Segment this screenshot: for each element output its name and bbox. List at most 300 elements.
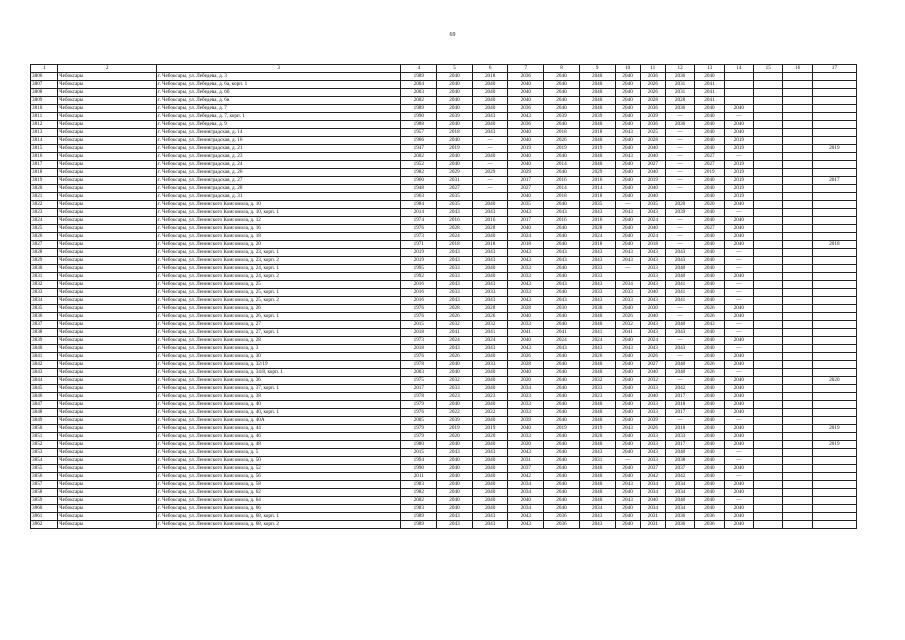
year-cell xyxy=(812,169,856,177)
year-cell: 2018 xyxy=(472,241,508,249)
year-cell: 2043 xyxy=(472,281,508,289)
table-row xyxy=(31,345,857,353)
row-number-cell: 3824 xyxy=(31,217,58,225)
table-row xyxy=(31,201,857,209)
year-cell xyxy=(783,249,812,257)
city-cell: Чебоксары xyxy=(58,273,157,281)
year-cell: 2040 xyxy=(695,465,724,473)
year-cell: 2040 xyxy=(695,345,724,353)
year-cell xyxy=(812,385,856,393)
year-cell: 2034 xyxy=(640,505,665,513)
year-cell: 2018 xyxy=(665,425,694,433)
address-cell: г. Чебоксары, ул. Ленинградская, д. 23 xyxy=(156,153,401,161)
year-cell: 2040 xyxy=(724,521,753,529)
year-cell: 2043 xyxy=(437,249,473,257)
year-cell: 2040 xyxy=(615,385,640,393)
year-cell: 2018 xyxy=(544,193,580,201)
table-row xyxy=(31,97,857,105)
year-cell: 2032 xyxy=(640,377,665,385)
year-cell: 2040 xyxy=(544,201,580,209)
year-cell: 2040 xyxy=(695,401,724,409)
year-cell: 2019 xyxy=(640,177,665,185)
table-row xyxy=(31,209,857,217)
table-row xyxy=(31,369,857,377)
address-cell: г. Чебоксары, ул. Ленинского Комсомола, д. 68, корп. 2 xyxy=(156,521,401,529)
year-cell: — xyxy=(665,377,694,385)
year-cell: 2042 xyxy=(508,473,544,481)
year-cell: 2040 xyxy=(615,137,640,145)
row-number-cell: 3810 xyxy=(31,105,58,113)
table-row xyxy=(31,361,857,369)
address-cell: г. Чебоксары, ул. Ленинского Комсомола, д. 40, корп. 1 xyxy=(156,409,401,417)
year-cell: — xyxy=(724,497,753,505)
year-cell: 2040 xyxy=(695,505,724,513)
year-cell: 2040 xyxy=(472,97,508,105)
year-cell xyxy=(472,193,508,201)
table-row xyxy=(31,273,857,281)
row-number-cell: 3845 xyxy=(31,385,58,393)
year-cell: 2040 xyxy=(724,513,753,521)
year-cell: 2040 xyxy=(695,377,724,385)
year-cell: 2040 xyxy=(579,105,615,113)
year-cell: 2033 xyxy=(640,401,665,409)
year-cell xyxy=(783,185,812,193)
year-cell: 2018 xyxy=(579,129,615,137)
city-cell: Чебоксары xyxy=(58,385,157,393)
year-cell xyxy=(812,73,856,81)
row-number-cell: 3854 xyxy=(31,457,58,465)
year-cell: 2043 xyxy=(615,129,640,137)
year-cell: 2027 xyxy=(695,161,724,169)
table-row xyxy=(31,521,857,529)
year-cell xyxy=(812,457,856,465)
year-cell xyxy=(754,521,783,529)
year-cell: 2019 xyxy=(724,185,753,193)
year-cell: 2028 xyxy=(579,225,615,233)
year-cell: 2041 xyxy=(695,81,724,89)
city-cell: Чебоксары xyxy=(58,457,157,465)
year-cell: 2043 xyxy=(579,521,615,529)
year-cell: 1992 xyxy=(401,273,437,281)
year-cell xyxy=(783,265,812,273)
year-cell: 2040 xyxy=(472,201,508,209)
year-cell: 1978 xyxy=(401,361,437,369)
city-cell: Чебоксары xyxy=(58,185,157,193)
year-cell: — xyxy=(665,153,694,161)
year-cell xyxy=(783,465,812,473)
year-cell: 2040 xyxy=(544,433,580,441)
address-cell: г. Чебоксары, ул. Ленинского Комсомола, д. 28 xyxy=(156,337,401,345)
year-cell: 2040 xyxy=(472,489,508,497)
table-row xyxy=(31,217,857,225)
row-number-cell: 3861 xyxy=(31,513,58,521)
row-number-cell: 3859 xyxy=(31,497,58,505)
year-cell xyxy=(812,225,856,233)
year-cell: 2033 xyxy=(579,265,615,273)
year-cell xyxy=(783,257,812,265)
year-cell: 2040 xyxy=(695,473,724,481)
year-cell: 2040 xyxy=(640,497,665,505)
year-cell xyxy=(812,369,856,377)
year-cell: 2027 xyxy=(640,161,665,169)
year-cell: 2040 xyxy=(472,385,508,393)
year-cell xyxy=(754,393,783,401)
address-cell: г. Чебоксары, ул. Лебедева, д. 7 xyxy=(156,105,401,113)
year-cell: 2033 xyxy=(640,441,665,449)
city-cell: Чебоксары xyxy=(58,305,157,313)
year-cell: 2040 xyxy=(472,153,508,161)
address-cell: г. Чебоксары, ул. Ленинского Комсомола, д. 44 xyxy=(156,425,401,433)
table-row xyxy=(31,297,857,305)
year-cell xyxy=(754,137,783,145)
year-cell xyxy=(783,481,812,489)
address-cell: г. Чебоксары, ул. Ленинского Комсомола, д. 66 xyxy=(156,505,401,513)
row-number-cell: 3841 xyxy=(31,353,58,361)
row-number-cell: 3811 xyxy=(31,113,58,121)
year-cell: 2018 xyxy=(508,241,544,249)
year-cell: 2040 xyxy=(724,313,753,321)
year-cell: 2002 xyxy=(401,97,437,105)
year-cell: 2040 xyxy=(724,465,753,473)
year-cell: 2036 xyxy=(695,521,724,529)
address-cell: г. Чебоксары, ул. Ленинского Комсомола, д. 10, корп. 1 xyxy=(156,209,401,217)
year-cell: 2023 xyxy=(579,393,615,401)
row-number-cell: 3808 xyxy=(31,89,58,97)
year-cell: 2040 xyxy=(615,489,640,497)
year-cell: 2019 xyxy=(401,257,437,265)
year-cell: 2040 xyxy=(508,313,544,321)
year-cell: 2040 xyxy=(615,377,640,385)
year-cell: 2022 xyxy=(437,409,473,417)
year-cell: 2040 xyxy=(695,217,724,225)
year-cell: 1980 xyxy=(401,441,437,449)
year-cell: 2033 xyxy=(615,289,640,297)
table-row xyxy=(31,401,857,409)
year-cell: 2041 xyxy=(472,329,508,337)
year-cell xyxy=(812,121,856,129)
year-cell: 2020 xyxy=(695,201,724,209)
year-cell: 1988 xyxy=(401,121,437,129)
year-cell: 2043 xyxy=(615,497,640,505)
year-cell: 2042 xyxy=(665,385,694,393)
year-cell: 2031 xyxy=(579,457,615,465)
year-cell xyxy=(812,265,856,273)
year-cell: 2040 xyxy=(472,265,508,273)
year-cell xyxy=(812,233,856,241)
year-cell: 2040 xyxy=(640,369,665,377)
year-cell xyxy=(783,137,812,145)
year-cell xyxy=(754,345,783,353)
city-cell: Чебоксары xyxy=(58,121,157,129)
year-cell: 2041 xyxy=(665,289,694,297)
year-cell: 2040 xyxy=(472,105,508,113)
year-cell: 2033 xyxy=(437,289,473,297)
year-cell xyxy=(783,81,812,89)
year-cell xyxy=(754,377,783,385)
column-number: 6 xyxy=(472,65,508,73)
year-cell: 2040 xyxy=(544,169,580,177)
year-cell: 2033 xyxy=(640,409,665,417)
table-row xyxy=(31,257,857,265)
city-cell: Чебоксары xyxy=(58,297,157,305)
year-cell: 2040 xyxy=(640,393,665,401)
year-cell: 2037 xyxy=(640,465,665,473)
year-cell: 1979 xyxy=(401,433,437,441)
year-cell: 2031 xyxy=(640,521,665,529)
year-cell: 2040 xyxy=(724,305,753,313)
year-cell: 2040 xyxy=(472,369,508,377)
address-cell: г. Чебоксары, ул. Ленинского Комсомола, д. 52 xyxy=(156,465,401,473)
year-cell: 2041 xyxy=(665,281,694,289)
year-cell xyxy=(783,393,812,401)
year-cell: 2043 xyxy=(640,345,665,353)
year-cell: 2024 xyxy=(437,337,473,345)
year-cell: — xyxy=(724,473,753,481)
year-cell: 2043 xyxy=(508,521,544,529)
year-cell xyxy=(754,361,783,369)
year-cell xyxy=(783,289,812,297)
year-cell: 2040 xyxy=(615,193,640,201)
year-cell: 2039 xyxy=(437,417,473,425)
year-cell: — xyxy=(724,329,753,337)
year-cell: 2040 xyxy=(724,361,753,369)
year-cell: 2040 xyxy=(472,353,508,361)
year-cell: 2016 xyxy=(579,217,615,225)
year-cell: 2040 xyxy=(437,73,473,81)
column-number: 15 xyxy=(754,65,783,73)
year-cell xyxy=(754,161,783,169)
city-cell: Чебоксары xyxy=(58,481,157,489)
year-cell: 2043 xyxy=(508,513,544,521)
year-cell: 2033 xyxy=(472,361,508,369)
year-cell: 2040 xyxy=(544,97,580,105)
year-cell xyxy=(754,217,783,225)
city-cell: Чебоксары xyxy=(58,281,157,289)
year-cell: 2019 xyxy=(437,145,473,153)
year-cell: 2040 xyxy=(508,497,544,505)
year-cell: 2043 xyxy=(579,209,615,217)
year-cell: — xyxy=(724,257,753,265)
year-cell: 2040 xyxy=(508,337,544,345)
year-cell: 2033 xyxy=(508,409,544,417)
year-cell: 2037 xyxy=(508,465,544,473)
year-cell: 2025 xyxy=(640,129,665,137)
year-cell: 2040 xyxy=(615,73,640,81)
row-number-cell: 3813 xyxy=(31,129,58,137)
year-cell: 2040 xyxy=(615,361,640,369)
row-number-cell: 3851 xyxy=(31,433,58,441)
address-cell: г. Чебоксары, ул. Ленинградская, д. 27 xyxy=(156,177,401,185)
housing-register-table xyxy=(30,64,857,529)
year-cell: 2040 xyxy=(724,201,753,209)
year-cell xyxy=(783,521,812,529)
year-cell: 2040 xyxy=(437,153,473,161)
table-row xyxy=(31,449,857,457)
row-number-cell: 3821 xyxy=(31,193,58,201)
address-cell: г. Чебоксары, ул. Ленинского Комсомола, д. 38 xyxy=(156,393,401,401)
address-cell: г. Чебоксары, ул. Ленинского Комсомола, д. 36 xyxy=(156,377,401,385)
year-cell: 2040 xyxy=(544,409,580,417)
year-cell xyxy=(783,337,812,345)
year-cell: 2043 xyxy=(472,257,508,265)
year-cell: 2040 xyxy=(695,113,724,121)
year-cell: 2040 xyxy=(615,185,640,193)
year-cell: 1976 xyxy=(401,225,437,233)
year-cell: 2019 xyxy=(724,145,753,153)
year-cell: 2040 xyxy=(724,105,753,113)
year-cell: 2020 xyxy=(508,377,544,385)
year-cell: 2040 xyxy=(544,265,580,273)
address-cell: г. Чебоксары, ул. Лебедева, д. 7, корп. 1 xyxy=(156,113,401,121)
table-row xyxy=(31,425,857,433)
year-cell xyxy=(754,489,783,497)
year-cell: 2040 xyxy=(544,121,580,129)
year-cell: 2026 xyxy=(640,81,665,89)
year-cell xyxy=(783,401,812,409)
year-cell: 2034 xyxy=(508,489,544,497)
year-cell: 2041 xyxy=(544,329,580,337)
year-cell: — xyxy=(615,201,640,209)
year-cell xyxy=(812,505,856,513)
year-cell: 2040 xyxy=(508,425,544,433)
year-cell xyxy=(754,281,783,289)
year-cell: 2039 xyxy=(640,113,665,121)
year-cell: 2038 xyxy=(665,457,694,465)
year-cell: 2019 xyxy=(437,425,473,433)
address-cell: г. Чебоксары, ул. Ленинского Комсомола, д. 25 xyxy=(156,281,401,289)
year-cell: 2040 xyxy=(615,169,640,177)
year-cell xyxy=(783,113,812,121)
year-cell: 2040 xyxy=(615,513,640,521)
year-cell xyxy=(783,329,812,337)
year-cell: 1963 xyxy=(401,193,437,201)
year-cell: 2040 xyxy=(695,497,724,505)
year-cell xyxy=(812,481,856,489)
year-cell: 2028 xyxy=(472,305,508,313)
year-cell: 2034 xyxy=(665,505,694,513)
year-cell: 2036 xyxy=(508,121,544,129)
year-cell: 2040 xyxy=(579,137,615,145)
year-cell: 2040 xyxy=(695,385,724,393)
year-cell: 2039 xyxy=(665,209,694,217)
year-cell: 2014 xyxy=(401,209,437,217)
year-cell: 2040 xyxy=(724,217,753,225)
year-cell: 2043 xyxy=(579,513,615,521)
year-cell xyxy=(783,321,812,329)
row-number-cell: 3822 xyxy=(31,201,58,209)
year-cell: 2043 xyxy=(615,209,640,217)
year-cell: 2043 xyxy=(472,249,508,257)
row-number-cell: 3837 xyxy=(31,321,58,329)
year-cell xyxy=(754,105,783,113)
city-cell: Чебоксары xyxy=(58,233,157,241)
year-cell: 1957 xyxy=(401,129,437,137)
year-cell: 2040 xyxy=(472,505,508,513)
year-cell: 2043 xyxy=(472,209,508,217)
year-cell xyxy=(812,465,856,473)
year-cell: 2019 xyxy=(508,145,544,153)
year-cell: 2034 xyxy=(640,481,665,489)
year-cell: 2040 xyxy=(615,393,640,401)
year-cell: 2028 xyxy=(437,225,473,233)
city-cell: Чебоксары xyxy=(58,241,157,249)
column-number: 8 xyxy=(544,65,580,73)
year-cell: 2019 xyxy=(724,177,753,185)
address-cell: г. Чебоксары, ул. Ленинградская, д. 21 xyxy=(156,145,401,153)
year-cell: 2026 xyxy=(437,313,473,321)
year-cell: 2029 xyxy=(437,169,473,177)
year-cell: 2040 xyxy=(437,505,473,513)
year-cell xyxy=(783,281,812,289)
year-cell xyxy=(754,193,783,201)
year-cell: 2034 xyxy=(579,505,615,513)
year-cell xyxy=(812,89,856,97)
year-cell: 2026 xyxy=(695,361,724,369)
year-cell: 2026 xyxy=(508,353,544,361)
year-cell: 2040 xyxy=(615,241,640,249)
city-cell: Чебоксары xyxy=(58,337,157,345)
year-cell: 2043 xyxy=(579,281,615,289)
year-cell: 1974 xyxy=(401,217,437,225)
year-cell xyxy=(754,409,783,417)
year-cell: 2040 xyxy=(544,465,580,473)
year-cell: 2019 xyxy=(724,193,753,201)
year-cell: 2040 xyxy=(615,353,640,361)
year-cell: 2040 xyxy=(508,369,544,377)
city-cell: Чебоксары xyxy=(58,433,157,441)
table-row xyxy=(31,161,857,169)
year-cell xyxy=(754,457,783,465)
city-cell: Чебоксары xyxy=(58,97,157,105)
year-cell: 2040 xyxy=(695,449,724,457)
year-cell: 2040 xyxy=(615,441,640,449)
year-cell: 2040 xyxy=(544,505,580,513)
year-cell: 2017 xyxy=(812,177,856,185)
address-cell: г. Чебоксары, ул. Ленинского Комсомола, д. 30 xyxy=(156,353,401,361)
year-cell xyxy=(754,249,783,257)
city-cell: Чебоксары xyxy=(58,369,157,377)
year-cell xyxy=(812,81,856,89)
city-cell: Чебоксары xyxy=(58,465,157,473)
year-cell: 1990 xyxy=(401,113,437,121)
year-cell: 1966 xyxy=(401,137,437,145)
row-number-cell: 3860 xyxy=(31,505,58,513)
year-cell: 1982 xyxy=(401,169,437,177)
year-cell: 2040 xyxy=(472,121,508,129)
year-cell: 1976 xyxy=(401,353,437,361)
year-cell: 2040 xyxy=(665,361,694,369)
year-cell: 2040 xyxy=(508,89,544,97)
year-cell: — xyxy=(724,297,753,305)
year-cell: 2040 xyxy=(724,425,753,433)
year-cell xyxy=(783,433,812,441)
address-cell: г. Чебоксары, ул. Ленинского Комсомола, д. 68, корп. 1 xyxy=(156,513,401,521)
year-cell: 2040 xyxy=(615,113,640,121)
year-cell: 2024 xyxy=(640,233,665,241)
year-cell: 2043 xyxy=(472,297,508,305)
year-cell: — xyxy=(665,233,694,241)
year-cell: 2043 xyxy=(544,281,580,289)
year-cell: 2043 xyxy=(437,345,473,353)
year-cell: 2040 xyxy=(615,233,640,241)
city-cell: Чебоксары xyxy=(58,473,157,481)
row-number-cell: 3853 xyxy=(31,449,58,457)
year-cell: 2040 xyxy=(544,385,580,393)
address-cell: г. Чебоксары, ул. Ленинского Комсомола, д. 25, корп. 2 xyxy=(156,297,401,305)
year-cell: 2018 xyxy=(401,329,437,337)
year-cell: 2040 xyxy=(544,489,580,497)
year-cell: — xyxy=(724,209,753,217)
